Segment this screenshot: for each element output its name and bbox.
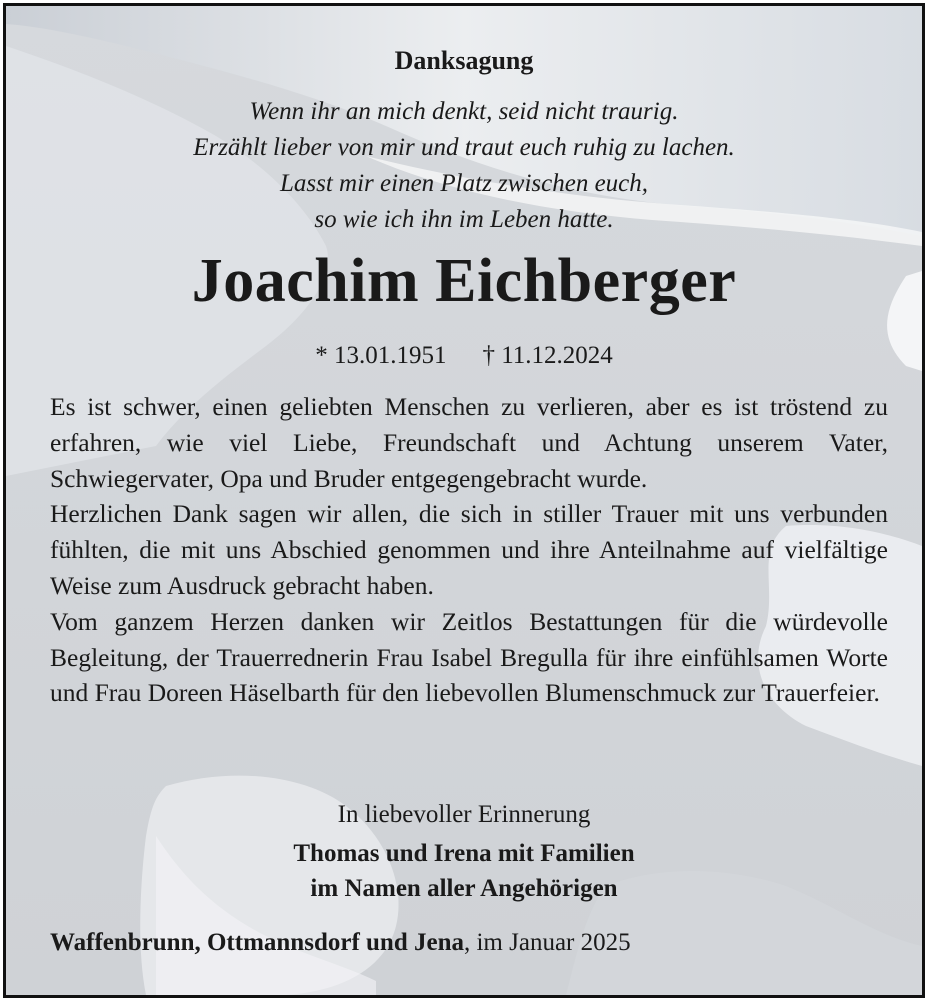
paragraph: Es ist schwer, einen geliebten Menschen zu verlieren, aber es ist tröstend zu erfahren, wie viel Liebe, Freundschaft und Achtung unserem Vater, Schwiegervater, Opa und Bruder entgegengebracht wurde. bbox=[50, 392, 888, 493]
birth-date: * 13.01.1951 bbox=[315, 342, 447, 369]
family-line: Thomas und Irena mit Familien bbox=[293, 840, 635, 867]
obituary-frame bbox=[3, 3, 925, 998]
message-body bbox=[50, 389, 888, 711]
poem-line: Wenn ihr an mich denkt, seid nicht traurig. bbox=[249, 98, 679, 125]
paragraph: Herzlichen Dank sagen wir allen, die sich in stiller Trauer mit uns verbunden fühlten, die mit uns Abschied genommen und ihre Anteilnahme auf vielfältige Weise zum Ausdruck gebracht haben. bbox=[50, 499, 888, 600]
signatories bbox=[6, 836, 922, 906]
poem-line: Lasst mir einen Platz zwischen euch, bbox=[279, 170, 649, 197]
place-and-date bbox=[50, 929, 631, 957]
heading: Danksagung bbox=[394, 46, 534, 75]
poem bbox=[6, 94, 922, 238]
life-dates bbox=[6, 342, 922, 370]
obituary-text bbox=[6, 6, 922, 995]
deceased-name: Joachim Eichberger bbox=[191, 247, 737, 315]
place-names: Waffenbrunn, Ottmannsdorf und Jena bbox=[50, 929, 464, 956]
month-year: , im Januar 2025 bbox=[463, 929, 631, 956]
poem-line: so wie ich ihn im Leben hatte. bbox=[314, 206, 614, 233]
death-date: † 11.12.2024 bbox=[482, 342, 613, 369]
poem-line: Erzählt lieber von mir und traut euch ruhig zu lachen. bbox=[193, 134, 735, 161]
family-line: im Namen aller Angehörigen bbox=[310, 875, 618, 902]
paragraph: Vom ganzem Herzen danken wir Zeitlos Bestattungen für die würdevolle Begleitung, der Trauerrednerin Frau Isabel Bregulla für ihre einfühlsamen Worte und Frau Doreen Häselbarth für den liebevollen Blumenschmuck zur Trauerfeier. bbox=[50, 606, 888, 708]
remembrance-line: In liebevoller Erinnerung bbox=[337, 801, 591, 828]
